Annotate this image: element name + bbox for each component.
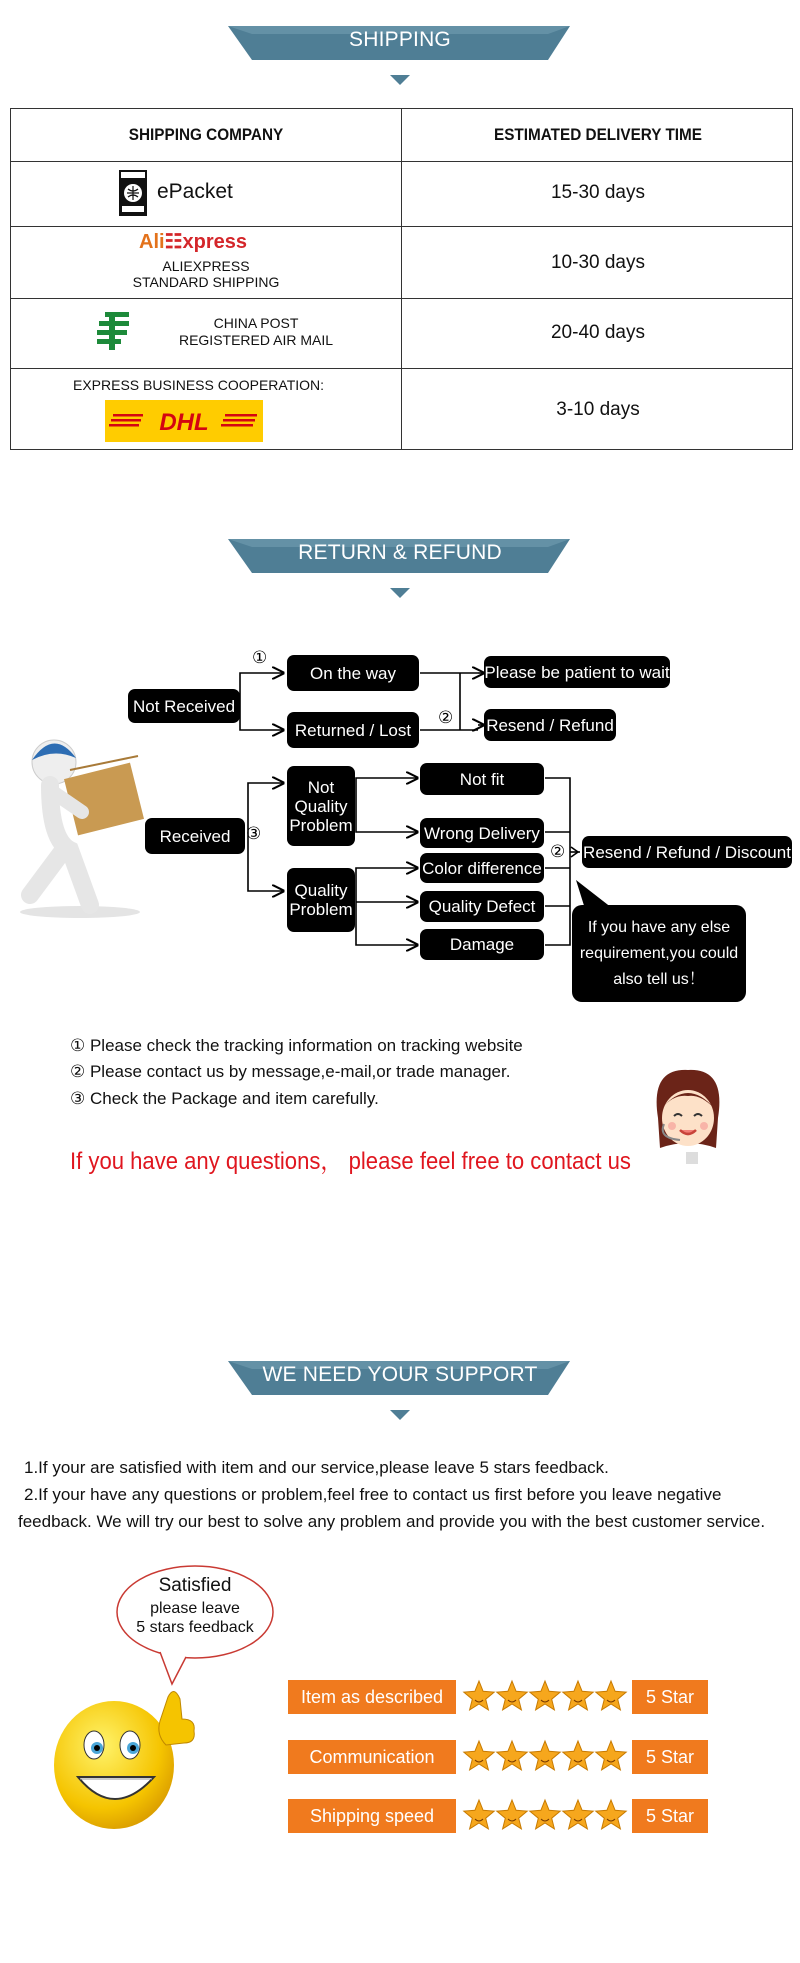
received-node: Received xyxy=(145,818,245,854)
resend-refund-discount-node: Resend / Refund / Discount xyxy=(582,836,792,868)
delivery-runner-icon xyxy=(10,730,160,920)
note-3: ③ Check the Package and item carefully. xyxy=(70,1089,379,1108)
satisfied-title: Satisfied xyxy=(158,1575,232,1596)
star-icon xyxy=(596,1681,626,1710)
contact-message: If you have any questions， please feel free to contact us xyxy=(70,1148,631,1175)
rating-stars-shipping-speed xyxy=(462,1796,628,1836)
thumbs-up-smiley-icon xyxy=(50,1685,200,1835)
support-line-2: 2.If your have any questions or problem,feel free to contact us first before you leave negative xyxy=(24,1485,722,1504)
china-post-line1: CHINA POST xyxy=(213,315,299,331)
aliexpress-logo: Ali☷xpress xyxy=(139,231,247,253)
not-fit-node: Not fit xyxy=(420,763,544,795)
star-icon xyxy=(464,1741,494,1770)
quality-node: Quality Problem xyxy=(287,868,355,932)
aliexpress-days: 10-30 days xyxy=(550,252,645,273)
rating-stars-item-described xyxy=(462,1677,628,1717)
rating-value-shipping-speed: 5 Star xyxy=(632,1799,708,1833)
step-1-marker: ① xyxy=(252,648,268,667)
wrong-delivery-node: Wrong Delivery xyxy=(420,818,544,848)
resend-refund-node: Resend / Refund xyxy=(484,709,616,741)
rating-label-item-described: Item as described xyxy=(288,1680,456,1714)
chevron-right-icon xyxy=(569,845,581,859)
star-icon xyxy=(497,1741,527,1770)
star-icon xyxy=(530,1741,560,1770)
not-received-node: Not Received xyxy=(128,689,240,723)
china-post-line2: REGISTERED AIR MAIL xyxy=(178,332,334,348)
note-1: ① Please check the tracking information on tracking website xyxy=(70,1036,523,1055)
aliexpress-line1: ALIEXPRESS xyxy=(162,258,250,274)
damage-node: Damage xyxy=(420,929,544,960)
refund-banner xyxy=(0,533,800,593)
star-icon xyxy=(596,1741,626,1770)
aliexpress-line2: STANDARD SHIPPING xyxy=(132,274,280,290)
chevron-down-icon xyxy=(390,75,410,85)
chevron-down-icon xyxy=(390,588,410,598)
star-icon xyxy=(563,1741,593,1770)
color-difference-node: Color difference xyxy=(420,853,544,883)
epacket-logo-icon xyxy=(119,170,147,216)
header-shipping-company: SHIPPING COMPANY xyxy=(128,125,284,144)
rating-stars-communication xyxy=(462,1737,628,1777)
rating-label-communication: Communication xyxy=(288,1740,456,1774)
quality-defect-node: Quality Defect xyxy=(420,891,544,922)
satisfied-line-2: 5 stars feedback xyxy=(136,1619,254,1636)
star-icon xyxy=(530,1681,560,1710)
on-the-way-node: On the way xyxy=(287,655,419,691)
chevron-down-icon xyxy=(390,1410,410,1420)
note-2: ② Please contact us by message,e-mail,or trade manager. xyxy=(70,1062,511,1081)
support-line-1: 1.If your are satisfied with item and our service,please leave 5 stars feedback. xyxy=(24,1458,609,1477)
step-2-marker: ② xyxy=(438,708,454,727)
step-2b-marker: ② xyxy=(550,842,566,861)
returned-lost-node: Returned / Lost xyxy=(287,712,419,748)
star-icon xyxy=(563,1681,593,1710)
epacket-days: 15-30 days xyxy=(550,182,645,203)
star-icon xyxy=(563,1800,593,1829)
star-icon xyxy=(497,1800,527,1829)
svg-text:DHL: DHL xyxy=(159,409,209,436)
star-icon xyxy=(497,1681,527,1710)
requirement-bubble: If you have any else requirement,you could also tell us！ xyxy=(572,905,746,1002)
refund-banner-title: RETURN & REFUND xyxy=(298,541,502,564)
support-banner-title: WE NEED YOUR SUPPORT xyxy=(262,1363,538,1386)
header-delivery-time: ESTIMATED DELIVERY TIME xyxy=(494,125,702,144)
express-caption: EXPRESS BUSINESS COOPERATION: xyxy=(73,377,325,393)
shipping-banner-title: SHIPPING xyxy=(349,28,451,51)
satisfied-line-1: please leave xyxy=(150,1600,240,1617)
rating-value-item-described: 5 Star xyxy=(632,1680,708,1714)
shipping-table xyxy=(10,108,793,450)
support-banner xyxy=(0,1355,800,1415)
star-icon xyxy=(464,1681,494,1710)
china-post-days: 20-40 days xyxy=(550,322,645,343)
epacket-label: ePacket xyxy=(157,180,233,203)
star-icon xyxy=(530,1800,560,1829)
shipping-banner xyxy=(0,20,800,80)
star-icon xyxy=(464,1800,494,1829)
support-line-3: feedback. We will try our best to solve any problem and provide you with the best customer service. xyxy=(18,1512,766,1531)
not-quality-node: Not Quality Problem xyxy=(287,766,355,846)
star-icon xyxy=(596,1800,626,1829)
dhl-logo-icon xyxy=(105,400,263,442)
be-patient-node: Please be patient to wait xyxy=(484,656,670,688)
rating-label-shipping-speed: Shipping speed xyxy=(288,1799,456,1833)
dhl-days: 3-10 days xyxy=(556,399,640,420)
step-3-marker: ③ xyxy=(246,824,262,843)
customer-service-avatar-icon xyxy=(650,1068,726,1168)
rating-value-communication: 5 Star xyxy=(632,1740,708,1774)
